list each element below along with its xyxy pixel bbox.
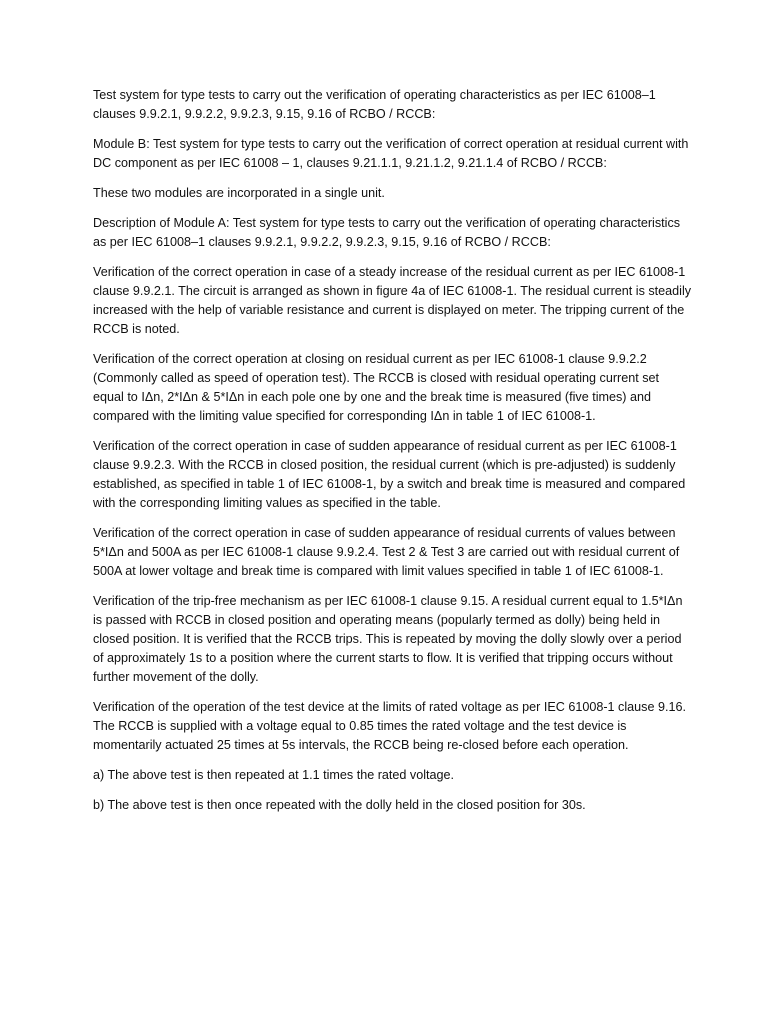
paragraph-item-a: a) The above test is then repeated at 1.1 times the rated voltage. — [93, 768, 455, 782]
paragraph-steady-increase: Verification of the correct operation in case of a steady increase of the residual current as per IEC 61008-1 clause 9.9.2.1. The circuit is arranged as shown in figure 4a of IEC 61008-1. The residual current is steadily increased with the help of variable resistance and current is displayed on meter. The tripping current of the RCCB is noted. — [93, 265, 692, 336]
paragraph-module-b: Module B: Test system for type tests to carry out the verification of correct operation at residual current with DC component as per IEC 61008 – 1, clauses 9.21.1.1, 9.21.1.2, 9.21.1.4 of RCBO / RCCB: — [93, 137, 689, 170]
paragraph-single-unit: These two modules are incorporated in a single unit. — [93, 186, 385, 200]
paragraph-sudden-appearance-500a: Verification of the correct operation in case of sudden appearance of residual currents of values between 5*IΔn and 500A as per IEC 61008-1 clause 9.9.2.4. Test 2 & Test 3 are carried out with residual current of 500A at lower voltage and break time is compared with limit values specified in table 1 of IEC 61008-1. — [93, 526, 680, 578]
paragraph-module-a-description: Description of Module A: Test system for type tests to carry out the verification of operating characteristics as per IEC 61008–1 clauses 9.9.2.1, 9.9.2.2, 9.9.2.3, 9.15, 9.16 of RCBO / RCCB: — [93, 216, 681, 249]
paragraph-test-device: Verification of the operation of the test device at the limits of rated voltage as per IEC 61008-1 clause 9.16. The RCCB is supplied with a voltage equal to 0.85 times the rated voltage and the test device is momentarily actuated 25 times at 5s intervals, the RCCB being re-closed before each operation. — [93, 700, 686, 752]
paragraph-module-a-intro: Test system for type tests to carry out the verification of operating characteristics as per IEC 61008–1 clauses 9.9.2.1, 9.9.2.2, 9.9.2.3, 9.15, 9.16 of RCBO / RCCB: — [93, 88, 656, 121]
paragraph-sudden-appearance: Verification of the correct operation in case of sudden appearance of residual current as per IEC 61008-1 clause 9.9.2.3. With the RCCB in closed position, the residual current (which is pre-adjusted) is suddenly established, as specified in table 1 of IEC 61008-1, by a switch and break time is measured and compared with the corresponding limiting values as specified in the table. — [93, 439, 686, 510]
document-body — [93, 86, 693, 826]
paragraph-trip-free: Verification of the trip-free mechanism as per IEC 61008-1 clause 9.15. A residual current equal to 1.5*IΔn is passed with RCCB in closed position and operating means (popularly termed as dolly) being held in closed position. It is verified that the RCCB trips. This is repeated by moving the dolly slowly over a period of approximately 1s to a position where the current starts to flow. It is verified that tripping occurs without further movement of the dolly. — [93, 594, 683, 684]
paragraph-item-b: b) The above test is then once repeated with the dolly held in the closed position for 30s. — [93, 798, 586, 812]
paragraph-closing-on-residual: Verification of the correct operation at closing on residual current as per IEC 61008-1 clause 9.9.2.2 (Commonly called as speed of operation test). The RCCB is closed with residual operating current set equal to IΔn, 2*IΔn & 5*IΔn in each pole one by one and the break time is measured (five times) and compared with the limiting value specified for corresponding IΔn in table 1 of IEC 61008-1. — [93, 352, 660, 423]
